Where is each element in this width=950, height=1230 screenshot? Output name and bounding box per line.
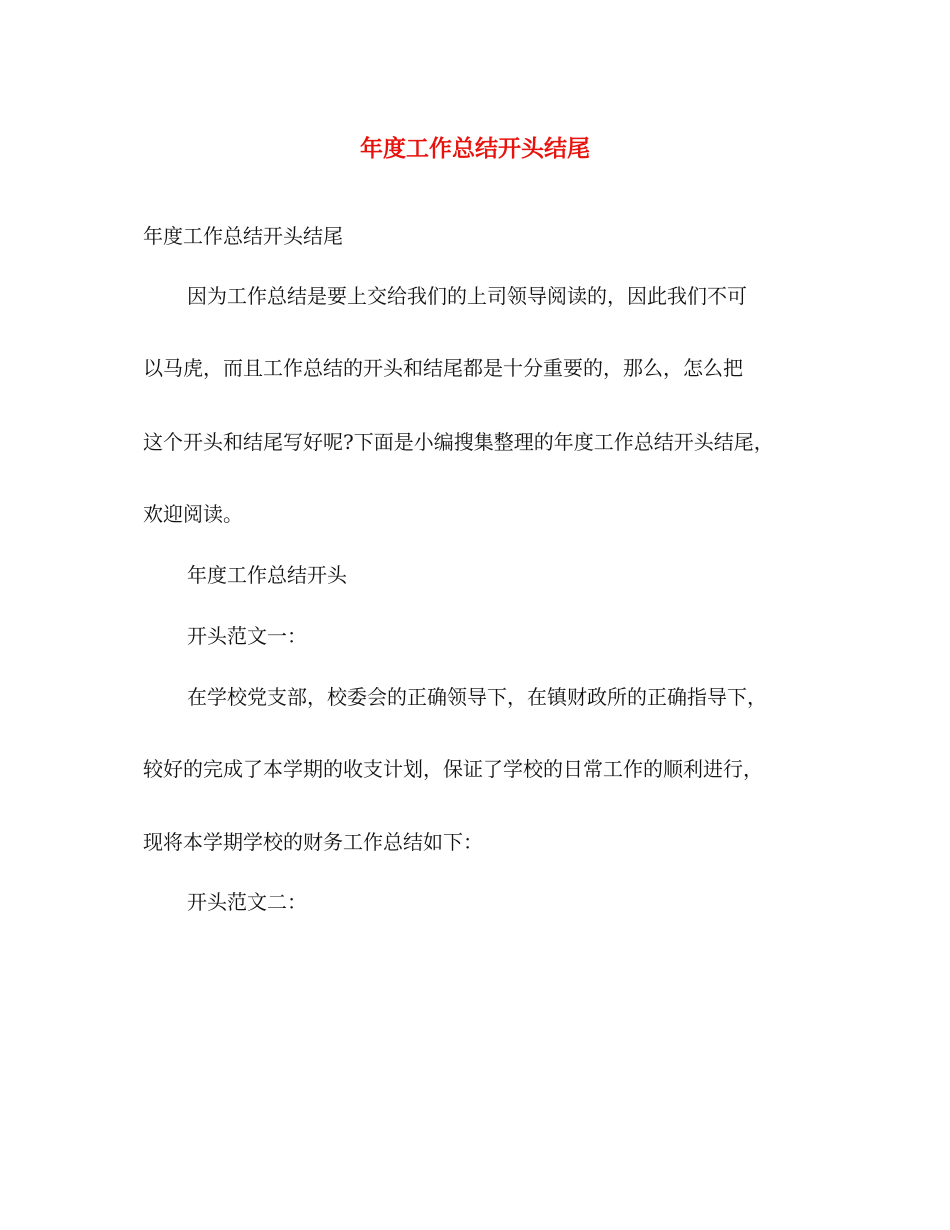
example-1-line-2: 较好的完成了本学期的收支计划，保证了学校的日常工作的顺利进行， [143, 757, 763, 781]
example-2-label: 开头范文二： [187, 890, 307, 914]
intro-line-1: 因为工作总结是要上交给我们的上司领导阅读的，因此我们不可 [187, 284, 747, 308]
intro-line-2: 以马虎，而且工作总结的开头和结尾都是十分重要的，那么，怎么把 [143, 356, 743, 380]
intro-line-3: 这个开头和结尾写好呢?下面是小编搜集整理的年度工作总结开头结尾， [143, 430, 774, 454]
intro-line-4: 欢迎阅读。 [143, 502, 243, 526]
example-1-label: 开头范文一： [187, 624, 307, 648]
document-subtitle: 年度工作总结开头结尾 [143, 224, 343, 248]
example-1-line-1: 在学校党支部，校委会的正确领导下，在镇财政所的正确指导下， [187, 685, 767, 709]
section-heading: 年度工作总结开头 [187, 563, 347, 587]
document-title: 年度工作总结开头结尾 [360, 135, 590, 162]
example-1-line-3: 现将本学期学校的财务工作总结如下： [143, 830, 483, 854]
